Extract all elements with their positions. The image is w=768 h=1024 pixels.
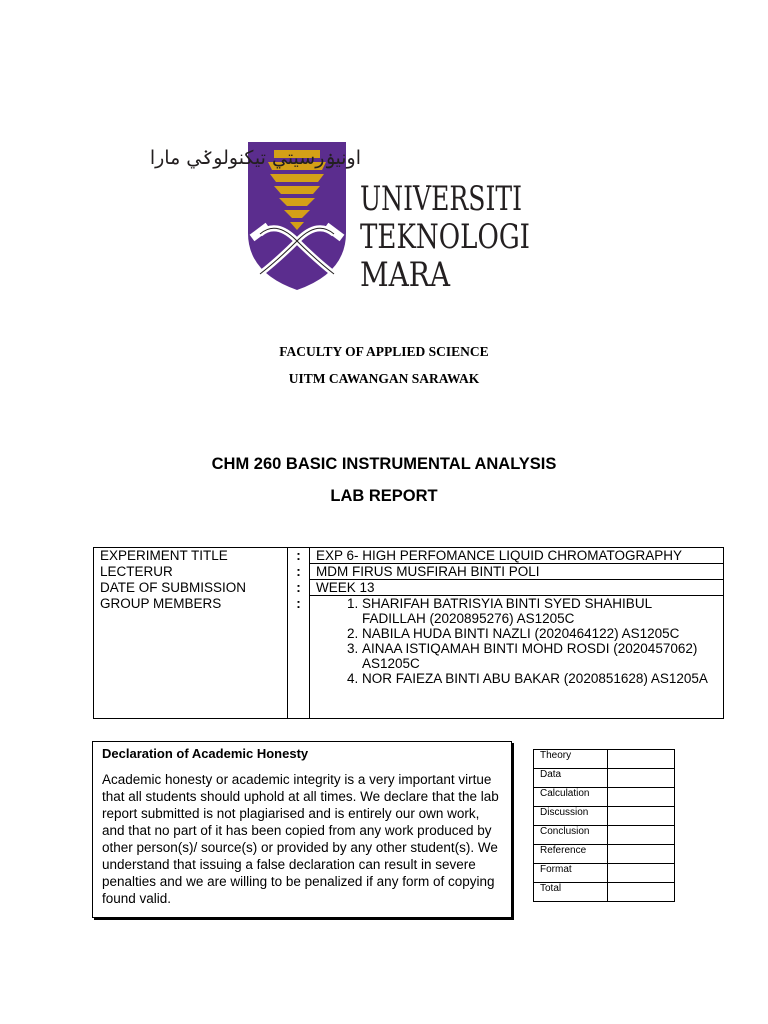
marks-value [608, 769, 675, 788]
campus-name: UITM CAWANGAN SARAWAK [288, 371, 480, 386]
marks-value [608, 883, 675, 902]
members-cell [310, 596, 724, 719]
course-title: CHM 260 BASIC INSTRUMENTAL ANALYSIS [211, 455, 557, 473]
member-item: 1. SHARIFAH BATRISYIA BINTI SYED SHAHIBUL FADILLAH (2020895276) AS1205C [362, 596, 717, 626]
marks-row [534, 807, 675, 826]
marks-value [608, 845, 675, 864]
marks-row [534, 788, 675, 807]
separator: : [288, 596, 310, 719]
member-item: 3. AINAA ISTIQAMAH BINTI MOHD ROSDI (2020457062) AS1205C [362, 641, 717, 671]
member-item: 2. NABILA HUDA BINTI NAZLI (2020464122) AS1205C [362, 626, 717, 641]
marks-row [534, 769, 675, 788]
lecturer-row [94, 564, 724, 580]
university-logo [149, 138, 536, 298]
marks-label: Theory [534, 750, 608, 769]
report-type: LAB REPORT [330, 487, 438, 505]
members-list [316, 596, 717, 686]
marks-row [534, 750, 675, 769]
marks-label: Data [534, 769, 608, 788]
separator: : [288, 580, 310, 596]
wordmark-line2: TEKNOLOGI [360, 217, 530, 257]
marks-value [608, 807, 675, 826]
marks-label: Total [534, 883, 608, 902]
declaration-box [92, 741, 512, 918]
experiment-label: EXPERIMENT TITLE [94, 548, 288, 564]
report-info-table [93, 547, 724, 719]
marks-value [608, 788, 675, 807]
member-item: 4. NOR FAIEZA BINTI ABU BAKAR (2020851628) AS1205A [362, 671, 717, 686]
separator: : [288, 548, 310, 564]
marks-label: Calculation [534, 788, 608, 807]
marks-label: Discussion [534, 807, 608, 826]
wordmark-line1: UNIVERSITI [360, 179, 522, 219]
lecturer-label: LECTERUR [94, 564, 288, 580]
declaration-body: Academic honesty or academic integrity is a very important virtue that all students should uphold at all times. We declare that the lab report submitted is not plagiarised and is entirely our own work, and that no part of it has been copied from any work produced by other person(s)/ source(s) or provided by any other student(s). We understand that issuing a false declaration can result in severe penalties and we are willing to be penalized if any form of copying found valid. [102, 772, 499, 906]
marks-label: Reference [534, 845, 608, 864]
declaration-title: Declaration of Academic Honesty [102, 746, 309, 761]
marks-row [534, 883, 675, 902]
marks-row [534, 826, 675, 845]
marks-label: Conclusion [534, 826, 608, 845]
marks-value [608, 750, 675, 769]
members-label: GROUP MEMBERS [94, 596, 288, 719]
marks-label: Format [534, 864, 608, 883]
lecturer-value: MDM FIRUS MUSFIRAH BINTI POLI [310, 564, 724, 580]
separator: : [288, 564, 310, 580]
jawi-wordmark: اونيۏرسيتي تيكنولوݢي مارا [149, 147, 361, 169]
marks-value [608, 826, 675, 845]
experiment-value: EXP 6- HIGH PERFOMANCE LIQUID CHROMATOGRAPHY [310, 548, 724, 564]
faculty-name: FACULTY OF APPLIED SCIENCE [279, 344, 489, 359]
members-row [94, 596, 724, 719]
marks-row [534, 845, 675, 864]
date-value: WEEK 13 [310, 580, 724, 596]
marks-row [534, 864, 675, 883]
experiment-row [94, 548, 724, 564]
date-row [94, 580, 724, 596]
wordmark-line3: MARA [360, 255, 451, 295]
date-label: DATE OF SUBMISSION [94, 580, 288, 596]
marks-table [533, 749, 675, 902]
marks-value [608, 864, 675, 883]
